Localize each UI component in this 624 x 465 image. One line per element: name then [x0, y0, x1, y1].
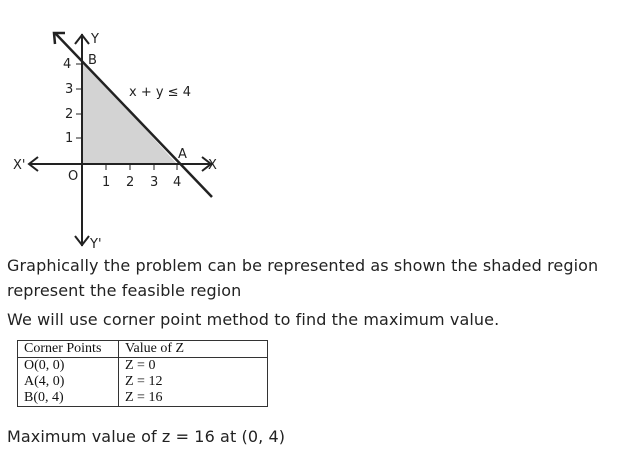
- table-cell-value: Z = 0: [119, 358, 268, 375]
- table-cell-value: Z = 12: [119, 374, 268, 390]
- corner-points-table: [17, 340, 268, 407]
- table-row: [18, 358, 268, 375]
- table-header-corner-points: Corner Points: [18, 341, 119, 358]
- y-tick-label-2: 2: [65, 107, 74, 122]
- x-tick-label-2: 2: [126, 175, 135, 190]
- table-header-value-of-z: Value of Z: [119, 341, 268, 358]
- conclusion-text: Maximum value of z = 16 at (0, 4): [7, 427, 286, 446]
- y-axis-label: Y: [91, 32, 99, 47]
- table-row: [18, 390, 268, 407]
- y-tick-label-4: 4: [63, 57, 72, 72]
- explanation-line-3: We will use corner point method to find the maximum value.: [7, 310, 500, 329]
- x-neg-axis-label: X': [13, 158, 26, 173]
- table-cell-point: A(4, 0): [18, 374, 119, 390]
- feasible-region-graph: [0, 0, 260, 255]
- x-axis-label: X: [208, 158, 217, 173]
- table-cell-point: O(0, 0): [18, 358, 119, 375]
- point-a-label: A: [178, 147, 187, 162]
- y-tick-label-1: 1: [65, 131, 74, 146]
- y-tick-label-3: 3: [65, 82, 74, 97]
- table-row: [18, 374, 268, 390]
- y-neg-axis-label: Y': [90, 237, 102, 252]
- table-cell-value: Z = 16: [119, 390, 268, 407]
- constraint-line: [55, 33, 212, 197]
- point-b-label: B: [88, 53, 97, 68]
- x-tick-label-4: 4: [173, 175, 182, 190]
- x-tick-label-3: 3: [150, 175, 159, 190]
- origin-label: O: [68, 169, 79, 184]
- constraint-label: x + y ≤ 4: [129, 85, 191, 100]
- x-tick-label-1: 1: [102, 175, 111, 190]
- table-header-row: [18, 341, 268, 358]
- table-cell-point: B(0, 4): [18, 390, 119, 407]
- explanation-line-1: Graphically the problem can be represented as shown the shaded region: [7, 256, 599, 275]
- explanation-line-2: represent the feasible region: [7, 281, 242, 300]
